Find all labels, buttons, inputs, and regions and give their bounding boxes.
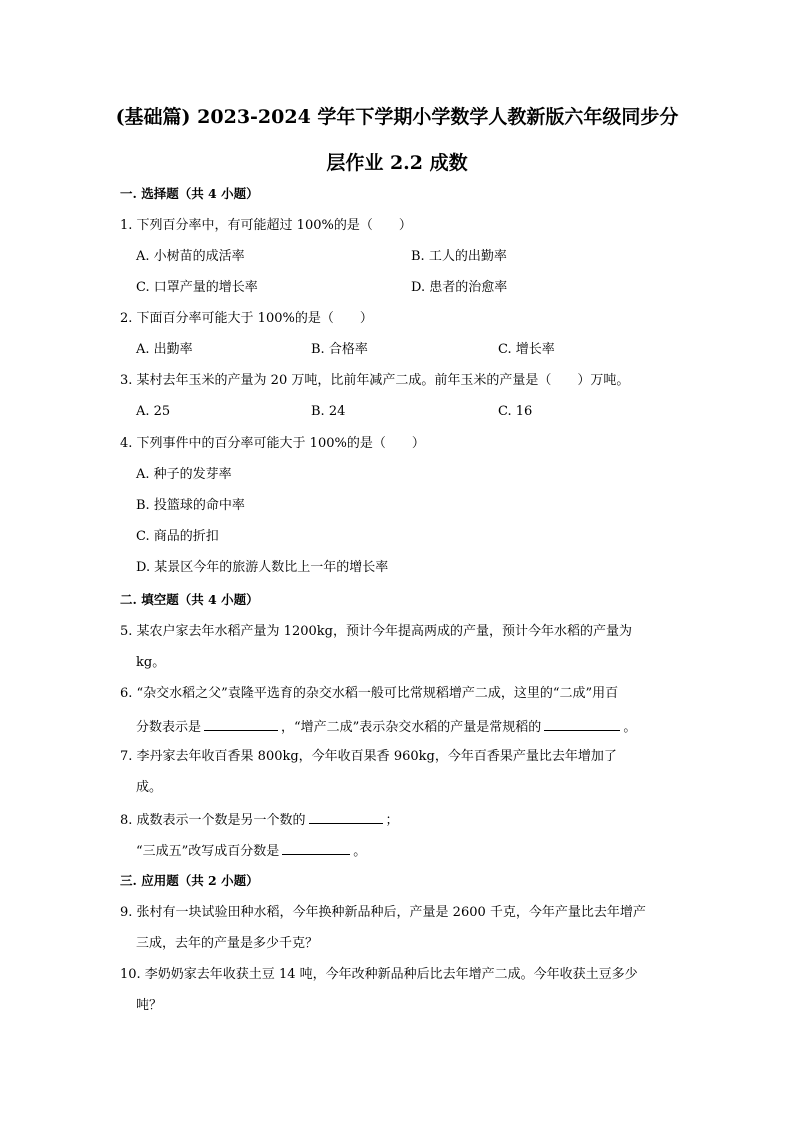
answer-blank[interactable] xyxy=(282,840,350,855)
question-2-option-b: B. 合格率 xyxy=(311,342,368,357)
question-3-stem: 3. 某村去年玉米的产量为 20 万吨，比前年减产二成。前年玉米的产量是（ ）万吨。 xyxy=(120,373,630,388)
document-title-line-1: (基础篇) 2023-2024 学年下学期小学数学人教新版六年级同步分 xyxy=(115,106,679,128)
question-1-stem: 1. 下列百分率中，有可能超过 100%的是（ ） xyxy=(120,218,412,233)
question-2-stem: 2. 下面百分率可能大于 100%的是（ ） xyxy=(120,311,373,326)
question-10-line-2: 吨？ xyxy=(136,998,163,1013)
question-9-line-1: 9. 张村有一块试验田种水稻，今年换种新品种后，产量是 2600 千克，今年产量比去年增产 xyxy=(120,905,646,920)
question-10-line-1: 10. 李奶奶家去年收获土豆 14 吨，今年改种新品种后比去年增产二成。今年收获土豆多少 xyxy=(120,967,638,982)
question-1-option-a: A. 小树苗的成活率 xyxy=(136,249,245,264)
question-4-option-b: B. 投篮球的命中率 xyxy=(136,498,245,513)
section-heading-application: 三. 应用题（共 2 小题） xyxy=(120,873,259,888)
document-title-line-2: 层作业 2.2 成数 xyxy=(326,152,468,174)
question-8-text-d: 。 xyxy=(353,844,367,859)
question-2-option-a: A. 出勤率 xyxy=(136,342,193,357)
answer-blank[interactable] xyxy=(204,716,278,731)
question-8-line-1 xyxy=(120,809,399,831)
answer-blank[interactable] xyxy=(544,716,620,731)
question-1-option-b: B. 工人的出勤率 xyxy=(411,249,507,264)
question-3-option-c: C. 16 xyxy=(498,404,533,419)
question-9-line-2: 三成，去年的产量是多少千克？ xyxy=(136,936,319,951)
question-8-text-a: 8. 成数表示一个数是另一个数的 xyxy=(120,813,306,828)
question-8-text-c: “三成五”改写成百分数是 xyxy=(136,844,280,859)
question-4-stem: 4. 下列事件中的百分率可能大于 100%的是（ ） xyxy=(120,436,425,451)
question-3-option-b: B. 24 xyxy=(311,404,346,419)
question-1-option-d: D. 患者的治愈率 xyxy=(411,280,508,295)
question-6-line-1: 6. “杂交水稻之父”袁隆平选育的杂交水稻一般可比常规稻增产二成，这里的“二成”用百 xyxy=(120,686,619,701)
question-6-text-a: 分数表示是 xyxy=(136,720,202,735)
question-4-option-d: D. 某景区今年的旅游人数比上一年的增长率 xyxy=(136,560,389,575)
question-2-option-c: C. 增长率 xyxy=(498,342,555,357)
section-heading-choice: 一. 选择题（共 4 小题） xyxy=(120,186,259,201)
question-8-line-2 xyxy=(136,840,366,862)
question-7-line-1: 7. 李丹家去年收百香果 800kg，今年收百果香 960kg，今年百香果产量比去年增加了 xyxy=(120,749,617,764)
question-5-line-1: 5. 某农户家去年水稻产量为 1200kg，预计今年提高两成的产量，预计今年水稻的产量为 xyxy=(120,624,632,639)
question-4-option-c: C. 商品的折扣 xyxy=(136,529,219,544)
question-6-line-2 xyxy=(136,716,636,738)
section-heading-fill: 二. 填空题（共 4 小题） xyxy=(120,592,259,607)
question-1-option-c: C. 口罩产量的增长率 xyxy=(136,280,258,295)
question-6-text-b: ，“增产二成”表示杂交水稻的产量是常规稻的 xyxy=(281,720,542,735)
question-6-text-c: 。 xyxy=(623,720,637,735)
question-4-option-a: A. 种子的发芽率 xyxy=(136,467,232,482)
question-3-option-a: A. 25 xyxy=(136,404,171,419)
answer-blank[interactable] xyxy=(309,809,383,824)
question-5-line-2: kg。 xyxy=(136,655,166,670)
question-8-text-b: ； xyxy=(385,813,399,828)
question-7-line-2: 成。 xyxy=(136,780,163,795)
